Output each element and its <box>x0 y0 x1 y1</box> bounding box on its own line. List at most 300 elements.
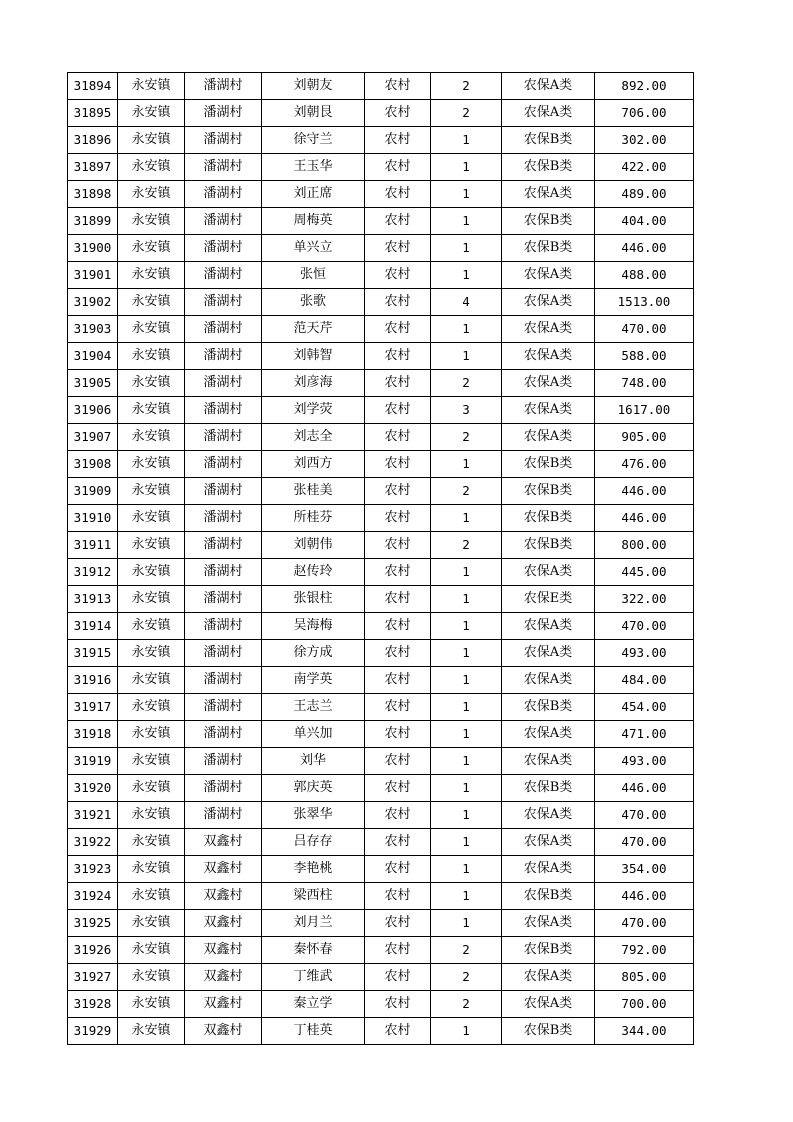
cell-town: 永安镇 <box>118 748 185 775</box>
cell-village: 潘湖村 <box>185 667 262 694</box>
cell-insurance-category: 农保A类 <box>502 721 595 748</box>
table-row <box>68 748 694 775</box>
cell-household-size: 1 <box>431 856 502 883</box>
cell-person-name: 单兴立 <box>262 235 365 262</box>
cell-household-type: 农村 <box>365 154 431 181</box>
cell-town: 永安镇 <box>118 451 185 478</box>
cell-insurance-category: 农保B类 <box>502 478 595 505</box>
cell-person-name: 所桂芬 <box>262 505 365 532</box>
cell-amount: 446.00 <box>595 235 694 262</box>
cell-town: 永安镇 <box>118 667 185 694</box>
cell-village: 双鑫村 <box>185 937 262 964</box>
table-row <box>68 991 694 1018</box>
cell-village: 双鑫村 <box>185 829 262 856</box>
cell-amount: 344.00 <box>595 1018 694 1045</box>
cell-person-name: 吴海梅 <box>262 613 365 640</box>
cell-household-type: 农村 <box>365 1018 431 1045</box>
cell-household-type: 农村 <box>365 964 431 991</box>
cell-row-number: 31918 <box>68 721 118 748</box>
cell-person-name: 徐守兰 <box>262 127 365 154</box>
cell-row-number: 31923 <box>68 856 118 883</box>
cell-village: 潘湖村 <box>185 235 262 262</box>
cell-household-size: 2 <box>431 964 502 991</box>
cell-household-size: 1 <box>431 613 502 640</box>
cell-row-number: 31905 <box>68 370 118 397</box>
cell-household-size: 1 <box>431 694 502 721</box>
cell-household-type: 农村 <box>365 721 431 748</box>
cell-village: 双鑫村 <box>185 910 262 937</box>
cell-amount: 445.00 <box>595 559 694 586</box>
cell-insurance-category: 农保A类 <box>502 181 595 208</box>
cell-person-name: 王志兰 <box>262 694 365 721</box>
cell-person-name: 南学英 <box>262 667 365 694</box>
cell-insurance-category: 农保A类 <box>502 910 595 937</box>
cell-insurance-category: 农保A类 <box>502 856 595 883</box>
cell-amount: 484.00 <box>595 667 694 694</box>
cell-household-size: 1 <box>431 451 502 478</box>
cell-person-name: 秦怀春 <box>262 937 365 964</box>
cell-town: 永安镇 <box>118 937 185 964</box>
cell-household-size: 1 <box>431 721 502 748</box>
cell-household-size: 2 <box>431 478 502 505</box>
cell-person-name: 刘志全 <box>262 424 365 451</box>
cell-household-size: 1 <box>431 343 502 370</box>
cell-household-type: 农村 <box>365 667 431 694</box>
cell-village: 潘湖村 <box>185 532 262 559</box>
cell-insurance-category: 农保A类 <box>502 991 595 1018</box>
cell-household-size: 2 <box>431 532 502 559</box>
cell-row-number: 31898 <box>68 181 118 208</box>
cell-household-type: 农村 <box>365 451 431 478</box>
cell-insurance-category: 农保B类 <box>502 451 595 478</box>
table-row <box>68 478 694 505</box>
cell-person-name: 张银柱 <box>262 586 365 613</box>
cell-village: 潘湖村 <box>185 370 262 397</box>
cell-household-type: 农村 <box>365 397 431 424</box>
cell-village: 潘湖村 <box>185 559 262 586</box>
cell-household-type: 农村 <box>365 748 431 775</box>
cell-household-size: 1 <box>431 640 502 667</box>
cell-household-size: 1 <box>431 667 502 694</box>
cell-person-name: 张恒 <box>262 262 365 289</box>
cell-village: 潘湖村 <box>185 181 262 208</box>
cell-household-size: 1 <box>431 1018 502 1045</box>
cell-household-type: 农村 <box>365 640 431 667</box>
cell-household-size: 1 <box>431 505 502 532</box>
table-row <box>68 316 694 343</box>
cell-household-type: 农村 <box>365 613 431 640</box>
cell-household-type: 农村 <box>365 505 431 532</box>
cell-amount: 476.00 <box>595 451 694 478</box>
cell-household-size: 2 <box>431 937 502 964</box>
cell-household-type: 农村 <box>365 586 431 613</box>
cell-household-type: 农村 <box>365 316 431 343</box>
cell-town: 永安镇 <box>118 208 185 235</box>
cell-row-number: 31909 <box>68 478 118 505</box>
cell-household-size: 1 <box>431 802 502 829</box>
cell-amount: 470.00 <box>595 802 694 829</box>
cell-insurance-category: 农保A类 <box>502 802 595 829</box>
cell-row-number: 31907 <box>68 424 118 451</box>
cell-row-number: 31917 <box>68 694 118 721</box>
cell-row-number: 31911 <box>68 532 118 559</box>
cell-row-number: 31895 <box>68 100 118 127</box>
cell-town: 永安镇 <box>118 127 185 154</box>
cell-insurance-category: 农保A类 <box>502 829 595 856</box>
cell-row-number: 31894 <box>68 73 118 100</box>
cell-row-number: 31913 <box>68 586 118 613</box>
cell-row-number: 31906 <box>68 397 118 424</box>
cell-town: 永安镇 <box>118 802 185 829</box>
cell-row-number: 31904 <box>68 343 118 370</box>
cell-household-size: 2 <box>431 991 502 1018</box>
cell-household-size: 2 <box>431 73 502 100</box>
cell-row-number: 31897 <box>68 154 118 181</box>
cell-village: 潘湖村 <box>185 100 262 127</box>
cell-household-type: 农村 <box>365 370 431 397</box>
cell-town: 永安镇 <box>118 370 185 397</box>
cell-village: 潘湖村 <box>185 289 262 316</box>
cell-insurance-category: 农保A类 <box>502 73 595 100</box>
cell-household-size: 2 <box>431 100 502 127</box>
table-row <box>68 370 694 397</box>
table-row <box>68 694 694 721</box>
cell-town: 永安镇 <box>118 235 185 262</box>
cell-village: 潘湖村 <box>185 613 262 640</box>
cell-person-name: 吕存存 <box>262 829 365 856</box>
cell-row-number: 31900 <box>68 235 118 262</box>
cell-row-number: 31926 <box>68 937 118 964</box>
cell-person-name: 刘学荧 <box>262 397 365 424</box>
cell-insurance-category: 农保A类 <box>502 289 595 316</box>
cell-row-number: 31901 <box>68 262 118 289</box>
cell-row-number: 31922 <box>68 829 118 856</box>
cell-person-name: 刘韩智 <box>262 343 365 370</box>
cell-household-type: 农村 <box>365 127 431 154</box>
cell-row-number: 31914 <box>68 613 118 640</box>
cell-person-name: 李艳桃 <box>262 856 365 883</box>
cell-village: 潘湖村 <box>185 73 262 100</box>
cell-amount: 454.00 <box>595 694 694 721</box>
cell-amount: 422.00 <box>595 154 694 181</box>
cell-village: 双鑫村 <box>185 964 262 991</box>
cell-village: 双鑫村 <box>185 991 262 1018</box>
cell-amount: 470.00 <box>595 316 694 343</box>
cell-amount: 404.00 <box>595 208 694 235</box>
cell-row-number: 31910 <box>68 505 118 532</box>
cell-town: 永安镇 <box>118 586 185 613</box>
cell-insurance-category: 农保B类 <box>502 505 595 532</box>
cell-amount: 700.00 <box>595 991 694 1018</box>
cell-insurance-category: 农保B类 <box>502 775 595 802</box>
cell-row-number: 31919 <box>68 748 118 775</box>
cell-town: 永安镇 <box>118 613 185 640</box>
table-row <box>68 262 694 289</box>
cell-person-name: 刘正席 <box>262 181 365 208</box>
cell-insurance-category: 农保B类 <box>502 127 595 154</box>
cell-household-type: 农村 <box>365 559 431 586</box>
cell-town: 永安镇 <box>118 505 185 532</box>
cell-town: 永安镇 <box>118 154 185 181</box>
cell-household-size: 2 <box>431 370 502 397</box>
cell-insurance-category: 农保B类 <box>502 694 595 721</box>
cell-amount: 800.00 <box>595 532 694 559</box>
table-body <box>68 73 694 1045</box>
cell-person-name: 郭庆英 <box>262 775 365 802</box>
cell-household-type: 农村 <box>365 289 431 316</box>
cell-household-size: 3 <box>431 397 502 424</box>
cell-village: 潘湖村 <box>185 343 262 370</box>
cell-household-type: 农村 <box>365 991 431 1018</box>
cell-household-type: 农村 <box>365 883 431 910</box>
cell-amount: 470.00 <box>595 613 694 640</box>
cell-row-number: 31903 <box>68 316 118 343</box>
cell-row-number: 31924 <box>68 883 118 910</box>
cell-village: 潘湖村 <box>185 208 262 235</box>
table-row <box>68 532 694 559</box>
cell-row-number: 31908 <box>68 451 118 478</box>
table-row <box>68 505 694 532</box>
cell-amount: 588.00 <box>595 343 694 370</box>
cell-row-number: 31916 <box>68 667 118 694</box>
table-row <box>68 667 694 694</box>
cell-household-size: 1 <box>431 208 502 235</box>
table-row <box>68 802 694 829</box>
cell-household-type: 农村 <box>365 910 431 937</box>
cell-amount: 892.00 <box>595 73 694 100</box>
table-row <box>68 208 694 235</box>
cell-household-type: 农村 <box>365 181 431 208</box>
table-row <box>68 910 694 937</box>
cell-row-number: 31927 <box>68 964 118 991</box>
cell-town: 永安镇 <box>118 316 185 343</box>
cell-insurance-category: 农保B类 <box>502 532 595 559</box>
cell-amount: 488.00 <box>595 262 694 289</box>
cell-amount: 322.00 <box>595 586 694 613</box>
cell-town: 永安镇 <box>118 559 185 586</box>
table-row <box>68 235 694 262</box>
table-row <box>68 883 694 910</box>
cell-row-number: 31896 <box>68 127 118 154</box>
cell-person-name: 刘月兰 <box>262 910 365 937</box>
cell-person-name: 徐方成 <box>262 640 365 667</box>
cell-person-name: 刘华 <box>262 748 365 775</box>
table-row <box>68 721 694 748</box>
cell-town: 永安镇 <box>118 478 185 505</box>
cell-village: 潘湖村 <box>185 262 262 289</box>
cell-household-type: 农村 <box>365 775 431 802</box>
table-row <box>68 1018 694 1045</box>
cell-insurance-category: 农保E类 <box>502 586 595 613</box>
cell-row-number: 31921 <box>68 802 118 829</box>
table-row <box>68 640 694 667</box>
cell-town: 永安镇 <box>118 262 185 289</box>
cell-household-type: 农村 <box>365 694 431 721</box>
table-row <box>68 829 694 856</box>
table-row <box>68 73 694 100</box>
cell-insurance-category: 农保B类 <box>502 154 595 181</box>
cell-amount: 446.00 <box>595 478 694 505</box>
cell-household-size: 1 <box>431 235 502 262</box>
cell-household-type: 农村 <box>365 343 431 370</box>
table-row <box>68 289 694 316</box>
cell-household-size: 1 <box>431 775 502 802</box>
cell-household-type: 农村 <box>365 478 431 505</box>
cell-insurance-category: 农保A类 <box>502 613 595 640</box>
cell-household-size: 1 <box>431 559 502 586</box>
table-row <box>68 451 694 478</box>
cell-town: 永安镇 <box>118 100 185 127</box>
cell-person-name: 单兴加 <box>262 721 365 748</box>
cell-household-type: 农村 <box>365 856 431 883</box>
cell-village: 潘湖村 <box>185 721 262 748</box>
cell-person-name: 张歌 <box>262 289 365 316</box>
cell-village: 潘湖村 <box>185 586 262 613</box>
cell-person-name: 刘朝艮 <box>262 100 365 127</box>
table-row <box>68 343 694 370</box>
table-row <box>68 613 694 640</box>
cell-person-name: 范天芹 <box>262 316 365 343</box>
cell-amount: 1513.00 <box>595 289 694 316</box>
cell-person-name: 丁桂英 <box>262 1018 365 1045</box>
cell-town: 永安镇 <box>118 775 185 802</box>
cell-person-name: 梁西柱 <box>262 883 365 910</box>
cell-person-name: 周梅英 <box>262 208 365 235</box>
cell-household-size: 1 <box>431 883 502 910</box>
cell-insurance-category: 农保A类 <box>502 667 595 694</box>
cell-amount: 471.00 <box>595 721 694 748</box>
cell-town: 永安镇 <box>118 991 185 1018</box>
cell-amount: 446.00 <box>595 775 694 802</box>
cell-village: 潘湖村 <box>185 505 262 532</box>
cell-town: 永安镇 <box>118 883 185 910</box>
cell-row-number: 31928 <box>68 991 118 1018</box>
cell-village: 潘湖村 <box>185 802 262 829</box>
cell-household-type: 农村 <box>365 424 431 451</box>
cell-village: 双鑫村 <box>185 883 262 910</box>
cell-household-size: 4 <box>431 289 502 316</box>
cell-town: 永安镇 <box>118 964 185 991</box>
cell-household-type: 农村 <box>365 532 431 559</box>
cell-insurance-category: 农保A类 <box>502 748 595 775</box>
cell-insurance-category: 农保B类 <box>502 883 595 910</box>
cell-person-name: 刘西方 <box>262 451 365 478</box>
cell-person-name: 刘朝伟 <box>262 532 365 559</box>
cell-household-size: 1 <box>431 262 502 289</box>
table-row <box>68 937 694 964</box>
cell-insurance-category: 农保A类 <box>502 424 595 451</box>
table-row <box>68 397 694 424</box>
cell-amount: 446.00 <box>595 883 694 910</box>
table-row <box>68 100 694 127</box>
cell-household-size: 1 <box>431 181 502 208</box>
cell-town: 永安镇 <box>118 1018 185 1045</box>
cell-village: 双鑫村 <box>185 856 262 883</box>
cell-household-type: 农村 <box>365 802 431 829</box>
cell-town: 永安镇 <box>118 532 185 559</box>
cell-household-type: 农村 <box>365 73 431 100</box>
cell-amount: 792.00 <box>595 937 694 964</box>
cell-village: 潘湖村 <box>185 694 262 721</box>
cell-insurance-category: 农保A类 <box>502 343 595 370</box>
cell-amount: 805.00 <box>595 964 694 991</box>
cell-row-number: 31899 <box>68 208 118 235</box>
cell-insurance-category: 农保B类 <box>502 235 595 262</box>
cell-village: 潘湖村 <box>185 748 262 775</box>
table-row <box>68 964 694 991</box>
cell-amount: 1617.00 <box>595 397 694 424</box>
table-row <box>68 127 694 154</box>
cell-household-type: 农村 <box>365 829 431 856</box>
cell-amount: 302.00 <box>595 127 694 154</box>
cell-household-size: 1 <box>431 748 502 775</box>
cell-village: 潘湖村 <box>185 316 262 343</box>
cell-amount: 748.00 <box>595 370 694 397</box>
cell-amount: 905.00 <box>595 424 694 451</box>
cell-household-size: 1 <box>431 910 502 937</box>
cell-village: 潘湖村 <box>185 397 262 424</box>
cell-row-number: 31920 <box>68 775 118 802</box>
cell-row-number: 31915 <box>68 640 118 667</box>
cell-town: 永安镇 <box>118 694 185 721</box>
cell-amount: 493.00 <box>595 748 694 775</box>
cell-household-type: 农村 <box>365 262 431 289</box>
cell-amount: 446.00 <box>595 505 694 532</box>
cell-amount: 470.00 <box>595 910 694 937</box>
cell-town: 永安镇 <box>118 910 185 937</box>
cell-town: 永安镇 <box>118 73 185 100</box>
cell-town: 永安镇 <box>118 640 185 667</box>
cell-insurance-category: 农保A类 <box>502 640 595 667</box>
cell-village: 潘湖村 <box>185 127 262 154</box>
cell-person-name: 丁维武 <box>262 964 365 991</box>
cell-household-type: 农村 <box>365 937 431 964</box>
cell-person-name: 刘彦海 <box>262 370 365 397</box>
cell-household-size: 1 <box>431 127 502 154</box>
cell-insurance-category: 农保B类 <box>502 937 595 964</box>
cell-person-name: 刘朝友 <box>262 73 365 100</box>
table-row <box>68 775 694 802</box>
table-row <box>68 154 694 181</box>
cell-amount: 470.00 <box>595 829 694 856</box>
cell-village: 潘湖村 <box>185 478 262 505</box>
cell-insurance-category: 农保A类 <box>502 397 595 424</box>
cell-row-number: 31929 <box>68 1018 118 1045</box>
cell-town: 永安镇 <box>118 856 185 883</box>
cell-person-name: 王玉华 <box>262 154 365 181</box>
cell-village: 潘湖村 <box>185 154 262 181</box>
cell-row-number: 31925 <box>68 910 118 937</box>
cell-town: 永安镇 <box>118 829 185 856</box>
cell-household-size: 1 <box>431 829 502 856</box>
cell-insurance-category: 农保A类 <box>502 316 595 343</box>
cell-person-name: 张桂美 <box>262 478 365 505</box>
table-row <box>68 424 694 451</box>
cell-insurance-category: 农保A类 <box>502 370 595 397</box>
cell-amount: 489.00 <box>595 181 694 208</box>
cell-household-size: 2 <box>431 424 502 451</box>
cell-village: 潘湖村 <box>185 640 262 667</box>
table-row <box>68 856 694 883</box>
cell-insurance-category: 农保A类 <box>502 100 595 127</box>
cell-village: 双鑫村 <box>185 1018 262 1045</box>
cell-insurance-category: 农保B类 <box>502 1018 595 1045</box>
data-table <box>67 72 694 1045</box>
cell-town: 永安镇 <box>118 289 185 316</box>
cell-household-size: 1 <box>431 586 502 613</box>
cell-town: 永安镇 <box>118 424 185 451</box>
cell-town: 永安镇 <box>118 343 185 370</box>
